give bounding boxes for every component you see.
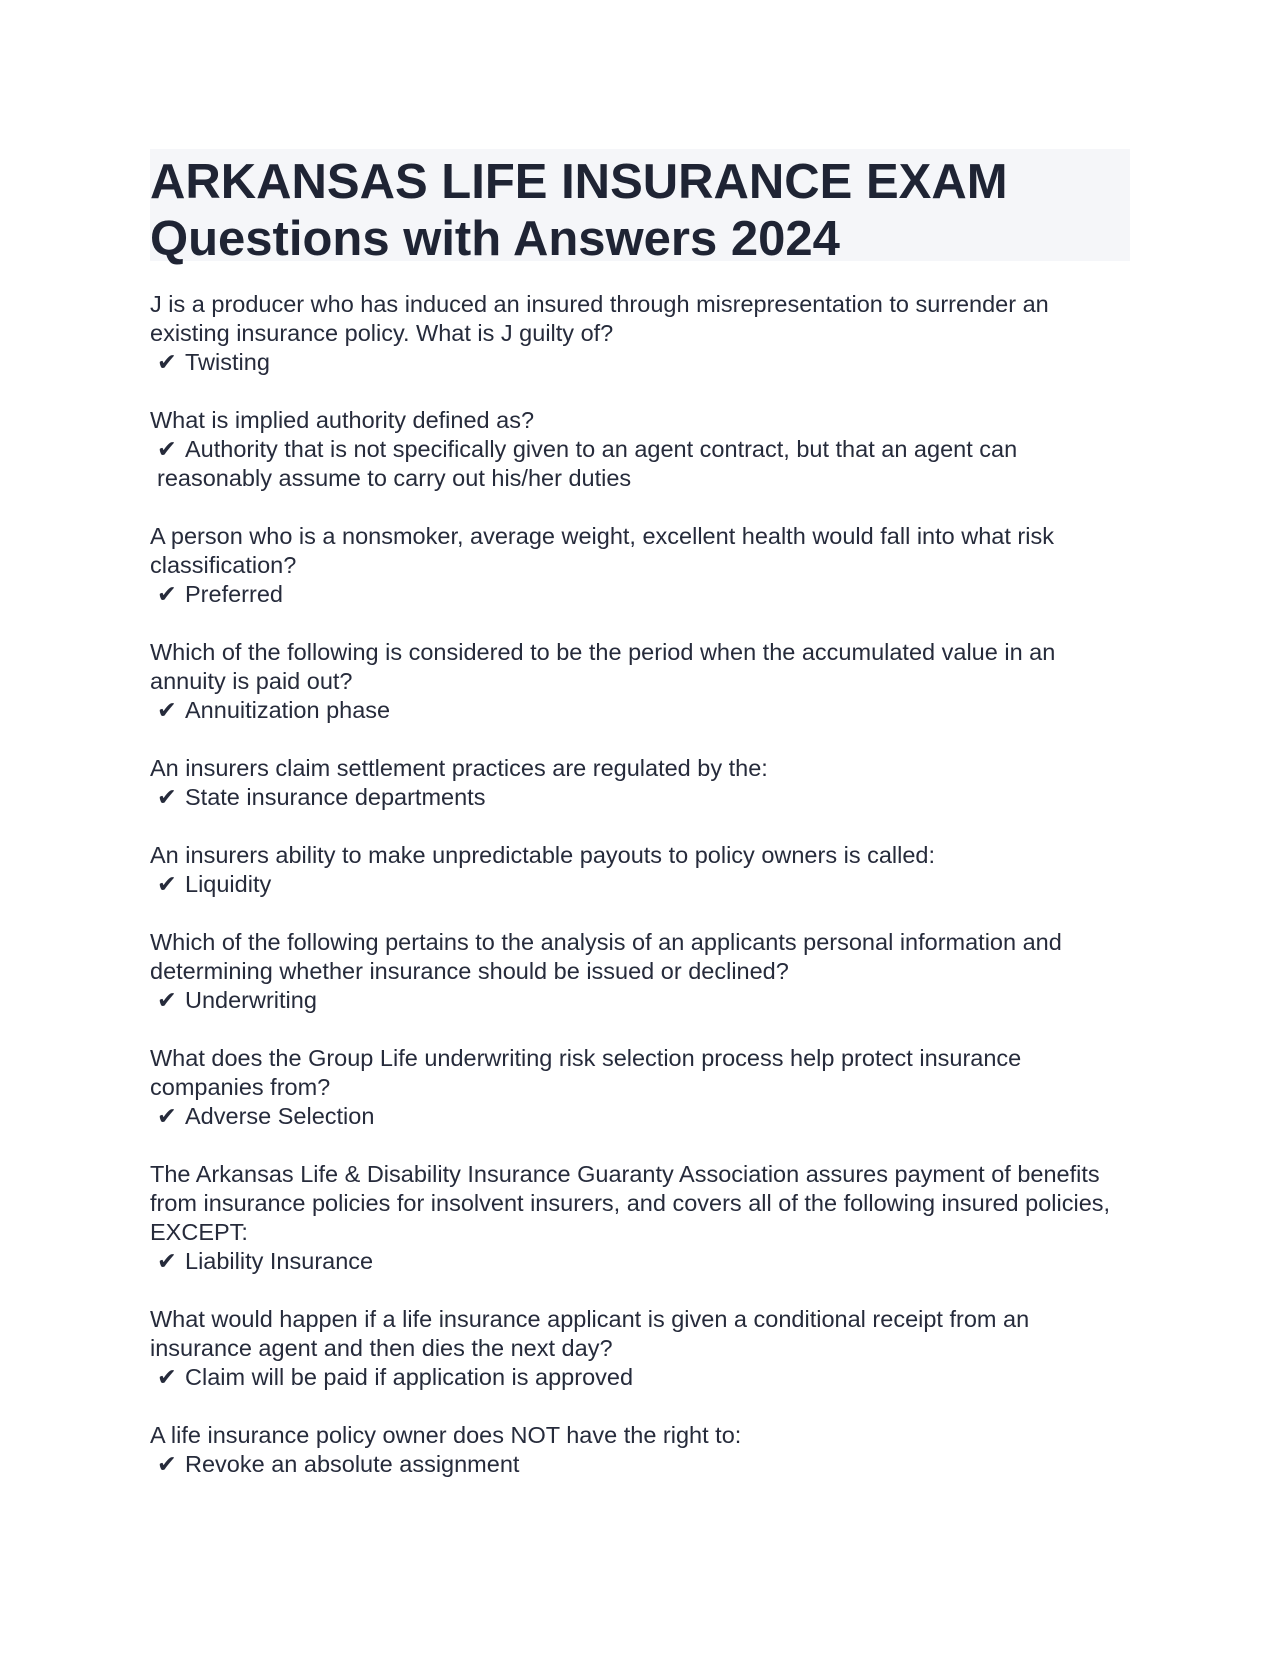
document-page xyxy=(150,149,1130,1508)
qa-item xyxy=(150,1421,1130,1479)
answer-label: Twisting xyxy=(185,349,270,375)
answer-text xyxy=(150,696,1130,725)
qa-item xyxy=(150,406,1130,493)
answer-text xyxy=(150,783,1130,812)
qa-item xyxy=(150,638,1130,725)
question-text: An insurers ability to make unpredictable payouts to policy owners is called: xyxy=(150,842,936,868)
question-text: A person who is a nonsmoker, average weight, excellent health would fall into what risk classification? xyxy=(150,523,1054,578)
qa-item xyxy=(150,1044,1130,1131)
checkmark-icon: ✔ xyxy=(157,784,177,810)
answer-text xyxy=(150,1247,1130,1276)
question-text: J is a producer who has induced an insured through misrepresentation to surrender an existing insurance policy. What is J guilty of? xyxy=(150,291,1049,346)
answer-text xyxy=(150,348,1130,377)
answer-label: Annuitization phase xyxy=(185,697,391,723)
checkmark-icon: ✔ xyxy=(157,697,177,723)
checkmark-icon: ✔ xyxy=(157,1364,177,1390)
answer-text xyxy=(150,1450,1130,1479)
title-line-2: Questions with Answers 2024 xyxy=(150,212,840,266)
answer-label: Preferred xyxy=(185,581,283,607)
answer-label: Liability Insurance xyxy=(185,1248,374,1274)
question-text: Which of the following pertains to the analysis of an applicants personal information and determining whether insurance should be issued or declined? xyxy=(150,929,1062,984)
answer-label: Underwriting xyxy=(185,987,317,1013)
answer-label: Adverse Selection xyxy=(185,1103,375,1129)
checkmark-icon: ✔ xyxy=(157,581,177,607)
answer-label: Authority that is not specifically given to an agent contract, but that an agent can reasonably assume to carry out his/her duties xyxy=(157,436,1018,491)
answer-text xyxy=(150,580,1130,609)
question-text: Which of the following is considered to be the period when the accumulated value in an annuity is paid out? xyxy=(150,639,1056,694)
checkmark-icon: ✔ xyxy=(157,871,177,897)
checkmark-icon: ✔ xyxy=(157,349,177,375)
title-line-1: ARKANSAS LIFE INSURANCE EXAM xyxy=(150,155,1008,209)
qa-list xyxy=(150,290,1130,1479)
question-text: The Arkansas Life & Disability Insurance Guaranty Association assures payment of benefits from insurance policies for insolvent insurers, and covers all of the following insured policies, EXCEPT: xyxy=(150,1161,1111,1245)
answer-text xyxy=(150,1363,1130,1392)
answer-label: State insurance departments xyxy=(185,784,486,810)
answer-text xyxy=(150,870,1130,899)
question-text: An insurers claim settlement practices are regulated by the: xyxy=(150,755,768,781)
qa-item xyxy=(150,754,1130,812)
answer-text xyxy=(150,435,1130,493)
qa-item xyxy=(150,841,1130,899)
qa-item xyxy=(150,1160,1130,1276)
document-title xyxy=(150,149,1130,266)
answer-text xyxy=(150,986,1130,1015)
question-text: What is implied authority defined as? xyxy=(150,407,535,433)
checkmark-icon: ✔ xyxy=(157,1103,177,1129)
qa-item xyxy=(150,290,1130,377)
answer-label: Revoke an absolute assignment xyxy=(185,1451,520,1477)
checkmark-icon: ✔ xyxy=(157,436,177,462)
answer-label: Liquidity xyxy=(185,871,272,897)
qa-item xyxy=(150,928,1130,1015)
question-text: What would happen if a life insurance applicant is given a conditional receipt from an insurance agent and then dies the next day? xyxy=(150,1306,1030,1361)
checkmark-icon: ✔ xyxy=(157,987,177,1013)
checkmark-icon: ✔ xyxy=(157,1248,177,1274)
answer-text xyxy=(150,1102,1130,1131)
qa-item xyxy=(150,1305,1130,1392)
question-text: A life insurance policy owner does NOT have the right to: xyxy=(150,1422,742,1448)
question-text: What does the Group Life underwriting risk selection process help protect insurance companies from? xyxy=(150,1045,1022,1100)
checkmark-icon: ✔ xyxy=(157,1451,177,1477)
qa-item xyxy=(150,522,1130,609)
answer-label: Claim will be paid if application is approved xyxy=(185,1364,634,1390)
